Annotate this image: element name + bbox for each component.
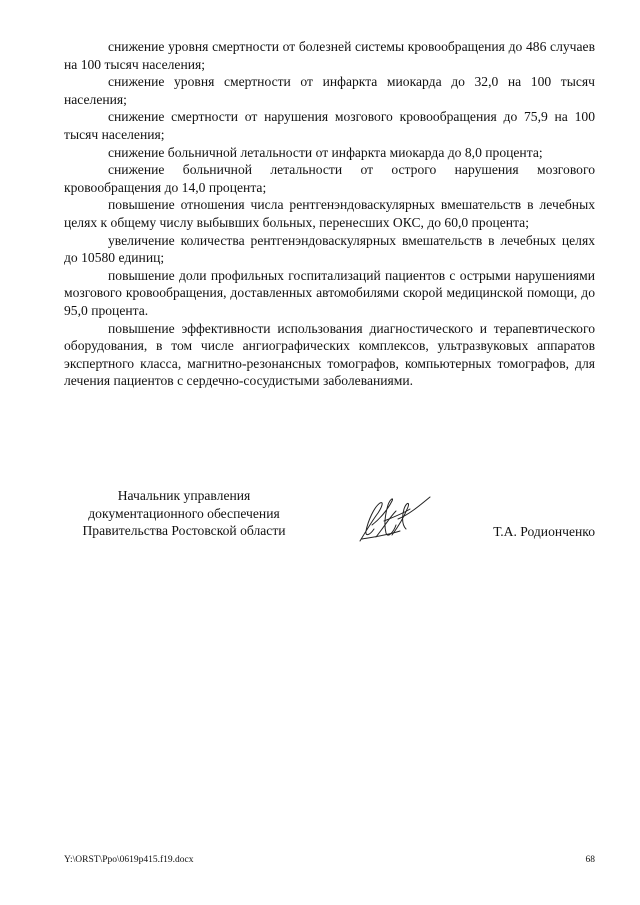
paragraph: снижение уровня смертности от инфаркта миокарда до 32,0 на 100 тысяч населения; [64, 74, 595, 107]
signatory-name: Т.А. Родионченко [493, 524, 595, 539]
signatory-title-line: документационного обеспечения [88, 505, 280, 521]
signatory-title [64, 487, 304, 540]
signature-block [64, 487, 595, 547]
handwritten-signature [354, 491, 434, 547]
paragraph: снижение больничной летальности от острого нарушения мозгового кровообращения до 14,0 процента; [64, 162, 595, 195]
file-path: Y:\ORST\Ppo\0619p415.f19.docx [64, 855, 194, 865]
paragraph: повышение доли профильных госпитализаций пациентов с острыми нарушениями мозгового кровообращения, доставленных автомобилями скорой медицинской помощи, до 95,0 процента. [64, 267, 595, 318]
paragraph: снижение больничной летальности от инфаркта миокарда до 8,0 процента; [108, 144, 543, 160]
paragraph: повышение эффективности использования диагностического и терапевтического оборудования, в том числе ангиографических комплексов, ультразвуковых аппаратов экспертного класса, магнитно-резонансных томографов, компьютерных томографов, для лечения пациентов с сердечно-сосудистыми заболеваниями. [64, 320, 595, 389]
paragraph: снижение уровня смертности от болезней системы кровообращения до 486 случаев на 100 тысяч населения; [64, 39, 595, 72]
signatory-title-line: Правительства Ростовской области [82, 523, 286, 539]
paragraph: снижение смертности от нарушения мозгового кровообращения до 75,9 на 100 тысяч населения; [64, 109, 595, 142]
signatory-title-line: Начальник управления [117, 488, 251, 503]
document-body [64, 38, 595, 390]
paragraph: повышение отношения числа рентгенэндоваскулярных вмешательств в лечебных целях к общему числу выбывших больных, перенесших ОКС, до 60,0 процента; [64, 197, 595, 230]
page-number: 68 [585, 855, 595, 865]
paragraph: увеличение количества рентгенэндоваскулярных вмешательств в лечебных целях до 10580 единиц; [64, 232, 595, 266]
